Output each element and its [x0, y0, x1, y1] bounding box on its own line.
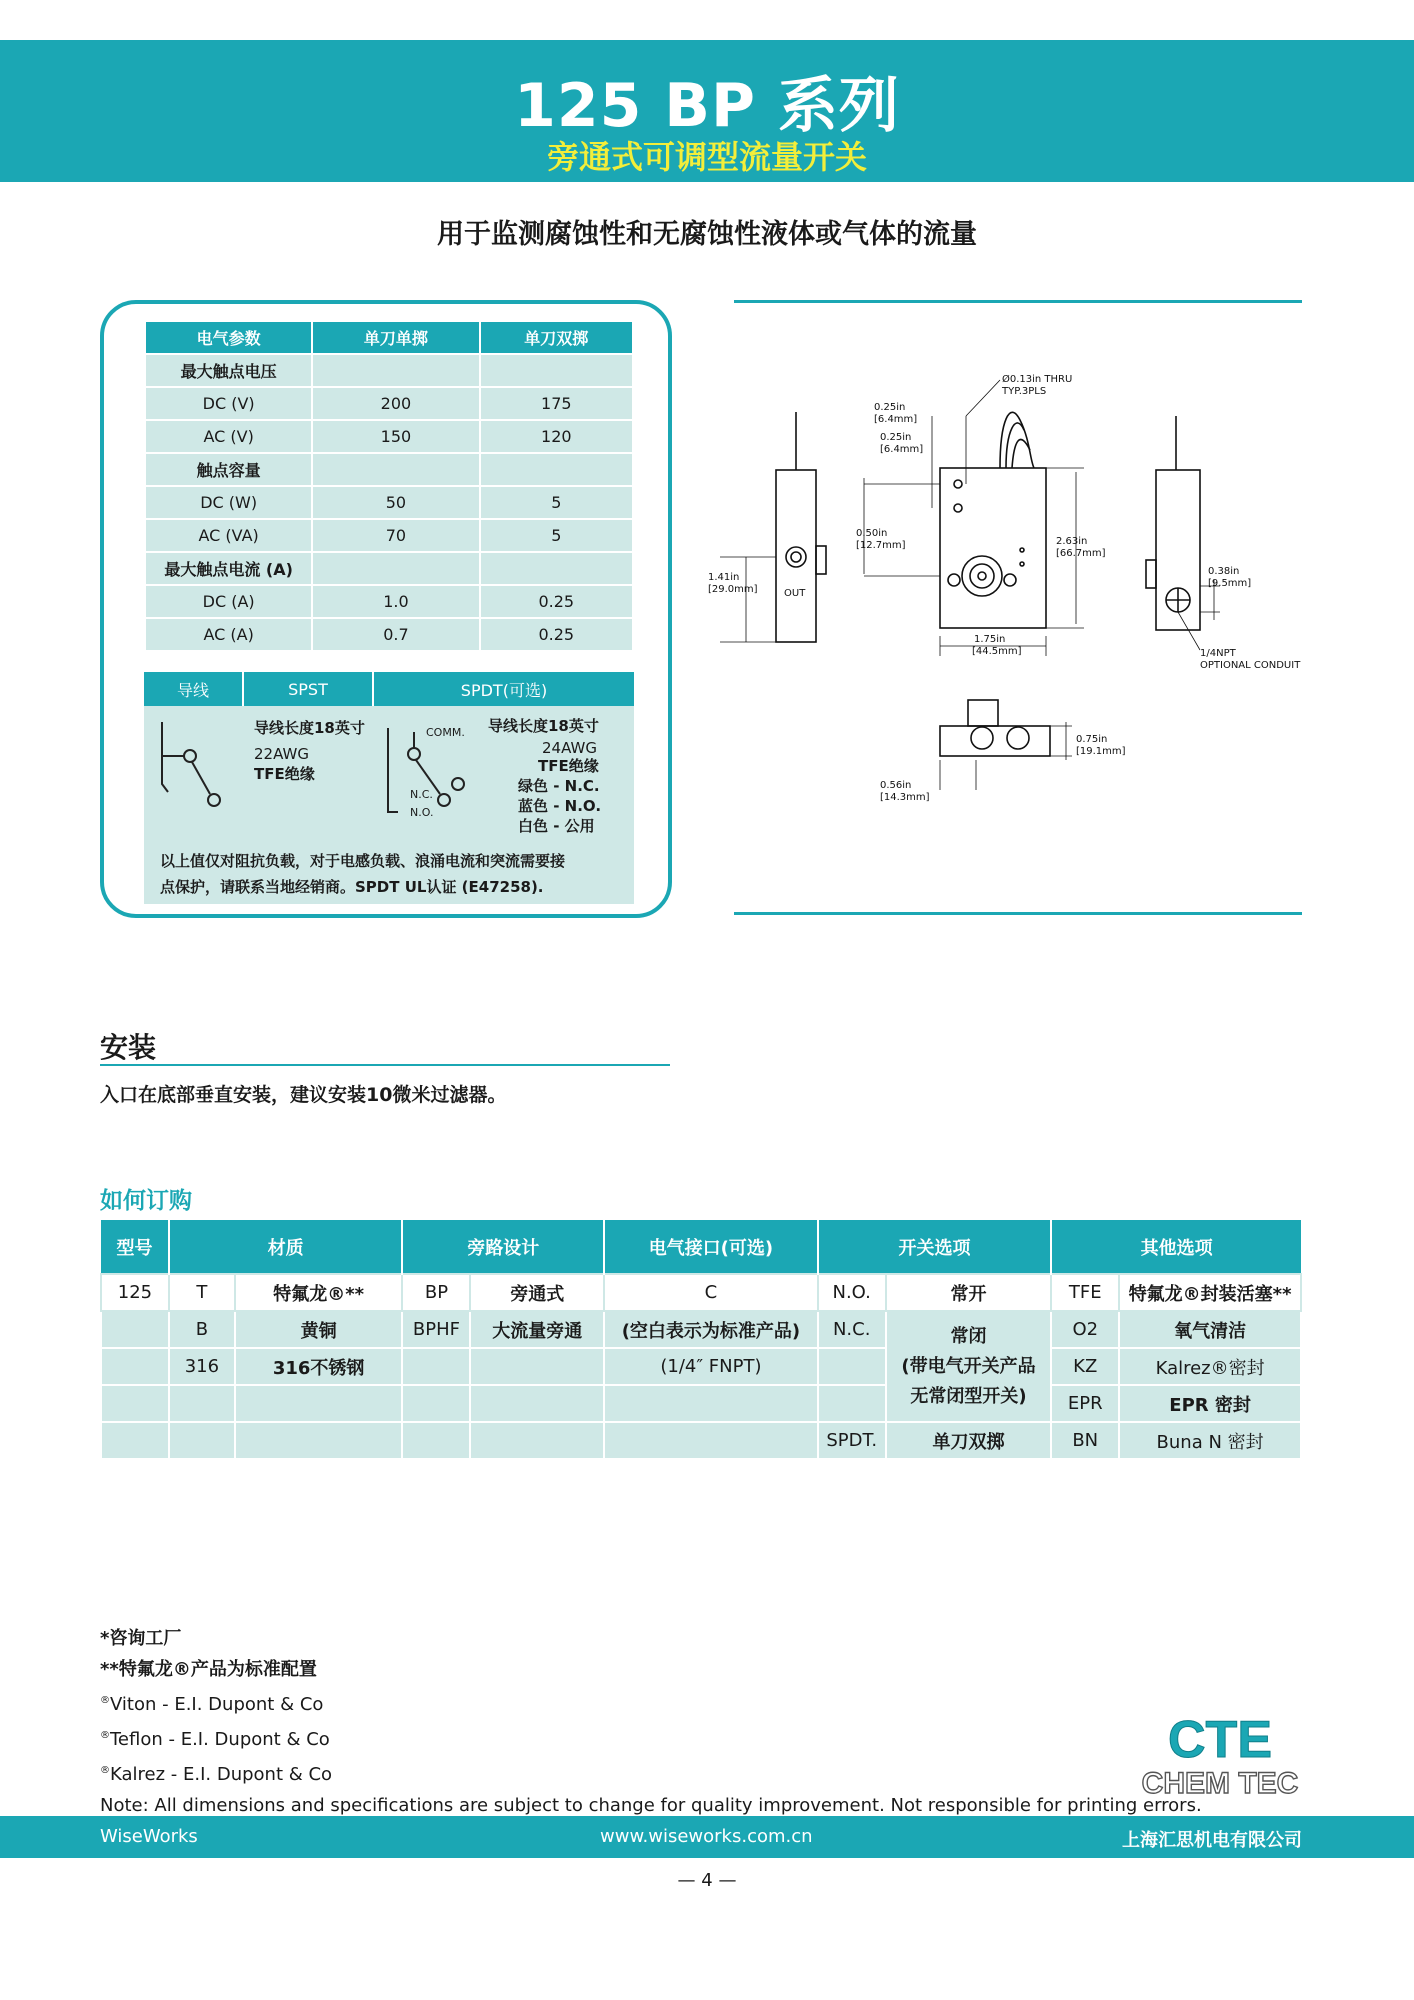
order-cell: KZ [1051, 1348, 1119, 1385]
spec-cell: AC (VA) [145, 519, 312, 552]
order-table [100, 1220, 1302, 1460]
spec-header: 电气参数 [145, 321, 312, 354]
order-cell: 常开 [886, 1274, 1052, 1311]
dim-left: 1.41in [708, 572, 740, 583]
wiring-header [144, 672, 634, 706]
order-cell [604, 1422, 818, 1459]
spec-cell: 0.25 [480, 585, 633, 618]
order-cell [101, 1311, 169, 1348]
order-cell: 单刀双掷 [886, 1422, 1052, 1459]
footer-website-link[interactable]: www.wiseworks.com.cn [600, 1826, 813, 1847]
order-cell [101, 1348, 169, 1385]
spdt-awg: 24AWG [542, 739, 597, 757]
page-title: 125 BP 系列 [514, 71, 900, 141]
spec-cell: 150 [312, 420, 479, 453]
order-cell: B [169, 1311, 235, 1348]
order-cell: 316 [169, 1348, 235, 1385]
dim-mid-b: [12.7mm] [856, 540, 906, 551]
registered-mark: ® [100, 1695, 110, 1706]
order-title: 如何订购 [100, 1188, 192, 1214]
order-cell [402, 1385, 470, 1422]
order-header: 型号 [101, 1220, 169, 1274]
order-cell: N.C. [818, 1311, 886, 1348]
spec-cell: DC (W) [145, 486, 312, 519]
order-cell: 氧气清洁 [1119, 1311, 1301, 1348]
dim-right-b: [9.5mm] [1208, 578, 1252, 589]
footer-brand: WiseWorks [100, 1826, 198, 1847]
spec-cell: 5 [480, 519, 633, 552]
order-cell: EPR [1051, 1385, 1119, 1422]
nc-label: N.C. [410, 788, 433, 801]
page-subtitle: 旁通式可调型流量开关 [546, 138, 867, 176]
order-cell [169, 1422, 235, 1459]
dim-top-1: 0.25in [874, 402, 906, 413]
order-cell: 旁通式 [470, 1274, 604, 1311]
dim-width-b: [44.5mm] [972, 646, 1022, 657]
logo-top: CTE [1168, 1713, 1272, 1769]
drawing-bottom-rule [734, 912, 1302, 915]
order-cell [470, 1348, 604, 1385]
dim-conduit-b: OPTIONAL CONDUIT [1200, 660, 1301, 671]
spec-table [144, 320, 634, 652]
dim-right: 0.38in [1208, 566, 1240, 577]
dimension-drawing [700, 360, 1320, 820]
load-note [160, 848, 620, 900]
dim-left-b: [29.0mm] [708, 584, 758, 595]
footer-company: 上海汇思机电有限公司 [1122, 1830, 1302, 1851]
dim-top-2b: [6.4mm] [880, 444, 924, 455]
comm-label: COMM. [426, 726, 465, 739]
spec-panel [100, 300, 672, 918]
dim-hole: Ø0.13in THRU [1002, 374, 1073, 385]
order-cell: T [169, 1274, 235, 1311]
footnote: **特氟龙®产品为标准配置 [100, 1659, 317, 1680]
order-cell: N.O. [818, 1274, 886, 1311]
order-cell [470, 1422, 604, 1459]
order-header: 电气接口(可选) [604, 1220, 818, 1274]
order-cell [235, 1385, 403, 1422]
order-cell [101, 1422, 169, 1459]
footnote-row [100, 1720, 1202, 1755]
wiring-header-cell: 导线 [144, 672, 244, 706]
footnote: Teflon - E.I. Dupont & Co [110, 1729, 330, 1750]
spst-awg: 22AWG [254, 745, 309, 763]
order-header: 材质 [169, 1220, 403, 1274]
install-rule [100, 1064, 670, 1066]
order-cell: BN [1051, 1422, 1119, 1459]
order-cell: BPHF [402, 1311, 470, 1348]
spec-cell: AC (A) [145, 618, 312, 651]
order-cell: BP [402, 1274, 470, 1311]
spec-cell: DC (V) [145, 387, 312, 420]
dim-top-2: 0.25in [880, 432, 912, 443]
footnote: Viton - E.I. Dupont & Co [110, 1694, 324, 1715]
dim-hole-b: TYP.3PLS [1002, 386, 1047, 397]
spec-cell: 120 [480, 420, 633, 453]
order-cell [402, 1422, 470, 1459]
order-header: 开关选项 [818, 1220, 1052, 1274]
footnote: *咨询工厂 [100, 1628, 182, 1649]
order-cell [604, 1385, 818, 1422]
dim-bottom-h: 0.75in [1076, 734, 1108, 745]
order-cell: 特氟龙®封装活塞** [1119, 1274, 1301, 1311]
spdt-green: 绿色 - N.C. [518, 777, 600, 795]
dim-bottom-w-b: [14.3mm] [880, 792, 930, 803]
wiring-header-cell: SPDT(可选) [460, 680, 548, 700]
registered-mark: ® [100, 1730, 110, 1741]
order-cell-line: 无常闭型开关) [910, 1385, 1027, 1407]
order-cell [402, 1348, 470, 1385]
spec-group-label: 触点容量 [145, 453, 312, 486]
order-cell: Kalrez®密封 [1119, 1348, 1301, 1385]
spec-cell: 70 [312, 519, 479, 552]
spec-cell: 175 [480, 387, 633, 420]
logo-bottom: CHEM TEC [1141, 1767, 1299, 1799]
spec-group-label: 最大触点电流 (A) [145, 552, 312, 585]
order-cell-line: 常闭 [950, 1325, 987, 1347]
order-cell [101, 1385, 169, 1422]
install-title: 安装 [100, 1031, 157, 1064]
spdt-blue: 蓝色 - N.O. [518, 797, 602, 815]
order-cell-nc [886, 1311, 1052, 1422]
order-cell: TFE [1051, 1274, 1119, 1311]
load-note-line: 以上值仅对阻抗负载，对于电感负载、浪涌电流和突流需要接 [160, 852, 566, 870]
spec-group-label: 最大触点电压 [145, 354, 312, 387]
order-cell-line: (带电气开关产品 [901, 1355, 1036, 1377]
spec-cell: 0.25 [480, 618, 633, 651]
spec-header: 单刀双掷 [480, 321, 633, 354]
chem-tec-logo [1136, 1713, 1304, 1799]
spst-insulation: TFE绝缘 [254, 765, 315, 783]
spec-cell: AC (V) [145, 420, 312, 453]
drawing-top-rule [734, 300, 1302, 303]
install-body: 入口在底部垂直安装，建议安装10微米过滤器。 [100, 1084, 507, 1106]
order-cell: (1/4″ FNPT) [604, 1348, 818, 1385]
spec-cell: 1.0 [312, 585, 479, 618]
dim-bottom-w: 0.56in [880, 780, 912, 791]
spec-cell: 0.7 [312, 618, 479, 651]
order-cell: 125 [101, 1274, 169, 1311]
order-header: 旁路设计 [402, 1220, 604, 1274]
dim-top-1b: [6.4mm] [874, 414, 918, 425]
order-cell [470, 1385, 604, 1422]
spst-length: 导线长度18英寸 [254, 719, 365, 737]
order-cell: 316不锈钢 [235, 1348, 403, 1385]
order-cell: (空白表示为标准产品) [604, 1311, 818, 1348]
spdt-white: 白色 - 公用 [518, 817, 595, 835]
order-cell [818, 1348, 886, 1385]
order-cell [818, 1385, 886, 1422]
wiring-header-cell: SPST [244, 672, 374, 706]
spst-switch-symbol [154, 720, 234, 810]
order-cell [235, 1422, 403, 1459]
order-cell: EPR 密封 [1119, 1385, 1301, 1422]
spec-header: 单刀单掷 [312, 321, 479, 354]
tagline: 用于监测腐蚀性和无腐蚀性液体或气体的流量 [437, 219, 977, 250]
order-cell: Buna N 密封 [1119, 1422, 1301, 1459]
order-cell: C [604, 1274, 818, 1311]
footnote-row [100, 1755, 1202, 1790]
spec-cell: 50 [312, 486, 479, 519]
dim-conduit: 1/4NPT [1200, 648, 1236, 659]
order-cell: O2 [1051, 1311, 1119, 1348]
spec-cell: DC (A) [145, 585, 312, 618]
disclaimer: Note: All dimensions and specifications are subject to change for quality improvement. Not responsible for printing errors. [100, 1795, 1202, 1816]
order-cell: SPDT. [818, 1422, 886, 1459]
dim-bottom-h-b: [19.1mm] [1076, 746, 1126, 757]
spdt-length: 导线长度18英寸 [488, 717, 599, 735]
footnote: Kalrez - E.I. Dupont & Co [110, 1764, 333, 1785]
spec-cell: 200 [312, 387, 479, 420]
page-number: — 4 — [677, 1870, 737, 1891]
spdt-insulation: TFE绝缘 [538, 757, 599, 775]
footnote-row [100, 1685, 1202, 1720]
header-banner [0, 40, 1414, 182]
load-note-line: 点保护，请联系当地经销商。SPDT UL认证 (E47258). [160, 878, 544, 896]
footer-bar [0, 1816, 1414, 1858]
dim-mid: 0.50in [856, 528, 888, 539]
out-label: OUT [784, 588, 806, 599]
wiring-block [144, 672, 634, 904]
dim-height-b: [66.7mm] [1056, 548, 1106, 559]
no-label: N.O. [410, 806, 434, 819]
dim-width: 1.75in [974, 634, 1006, 645]
spec-cell: 5 [480, 486, 633, 519]
order-cell: 大流量旁通 [470, 1311, 604, 1348]
order-cell [169, 1385, 235, 1422]
dim-height: 2.63in [1056, 536, 1088, 547]
order-cell: 特氟龙®** [235, 1274, 403, 1311]
order-header: 其他选项 [1051, 1220, 1301, 1274]
footnotes [100, 1623, 1202, 1821]
registered-mark: ® [100, 1765, 110, 1776]
order-cell: 黄铜 [235, 1311, 403, 1348]
